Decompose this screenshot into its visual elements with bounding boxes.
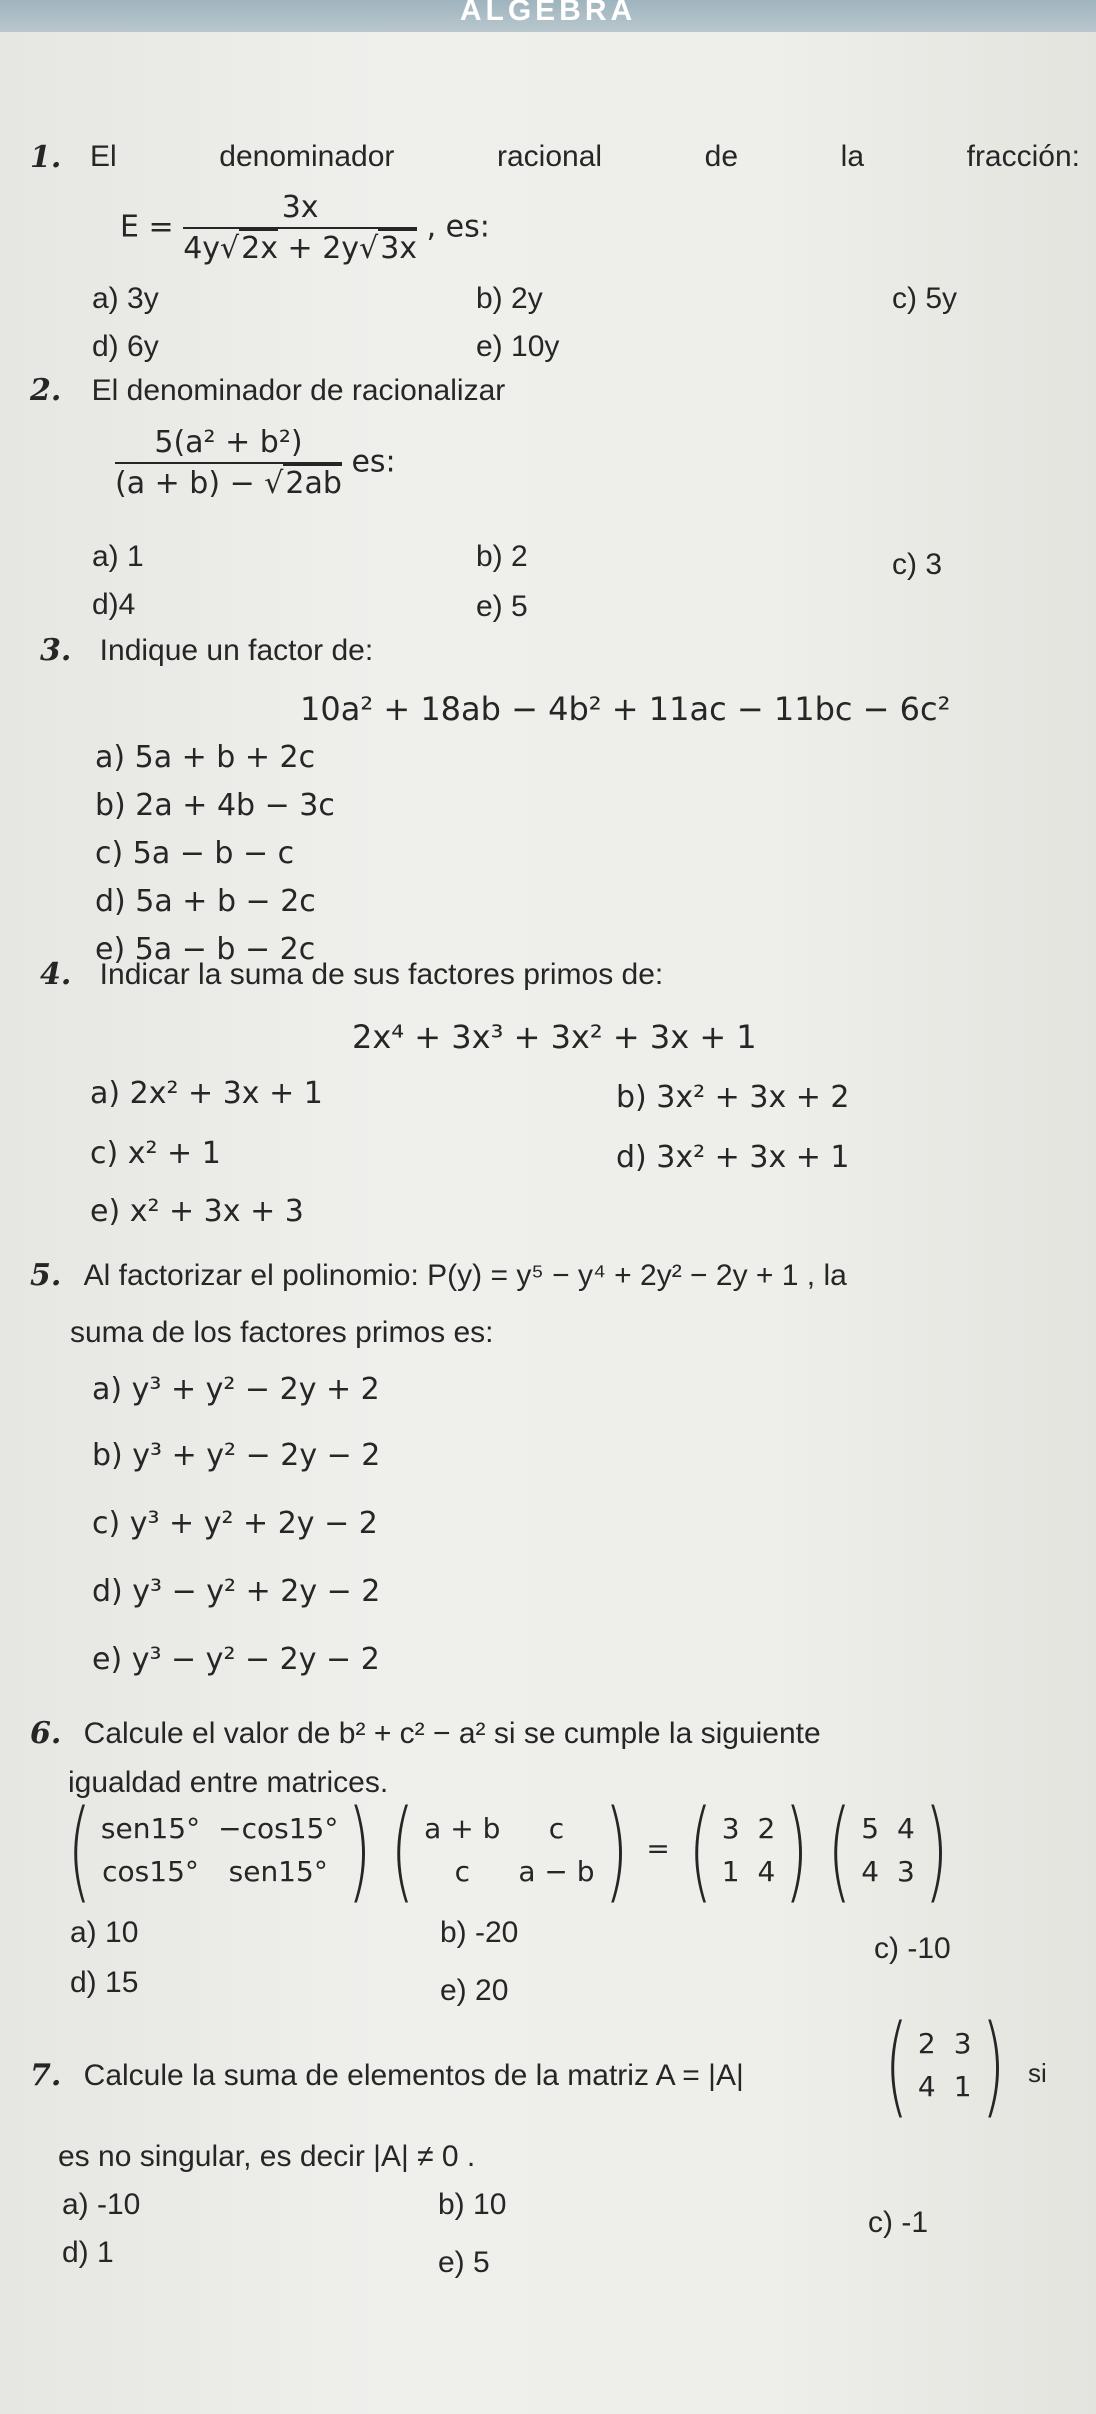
matrix-cell: 3 — [721, 1812, 740, 1845]
option-d[interactable]: d) 3x² + 3x + 1 — [616, 1140, 850, 1175]
question-7-text-2: es no singular, es decir |A| ≠ 0 . — [58, 2140, 476, 2173]
matrix-cell: 1 — [953, 2070, 972, 2103]
matrix-2341 — [918, 2027, 972, 2103]
option-b[interactable]: b) 10 — [438, 2188, 507, 2221]
fraction-numerator: 5(a² + b²) — [115, 425, 342, 464]
option-a[interactable]: a) 1 — [92, 540, 144, 573]
matrix-cell: −cos15° — [218, 1812, 339, 1845]
matrix-cell: 4 — [757, 1855, 776, 1888]
radicand: 3x — [380, 231, 418, 266]
formula-tail: , es: — [426, 209, 490, 245]
question-number: 3. — [40, 633, 72, 668]
question-number: 5. — [30, 1258, 62, 1293]
option-e[interactable]: e) 5 — [438, 2246, 490, 2279]
matrix-cell: c — [548, 1812, 565, 1845]
question-6 — [30, 1716, 821, 1751]
question-1-formula — [120, 190, 490, 266]
matrix-cell: 2 — [917, 2027, 936, 2060]
question-number: 2. — [30, 373, 62, 408]
question-2-text: El denominador de racionalizar — [91, 374, 506, 407]
option-e[interactable]: e) 20 — [440, 1974, 509, 2007]
option-e[interactable]: e) 5a − b − 2c — [95, 932, 316, 967]
question-number: 7. — [30, 2058, 62, 2093]
fraction-denominator: 4y√2x + 2y√3x — [183, 231, 418, 266]
question-3 — [40, 633, 373, 668]
den-term: 4y — [183, 231, 221, 266]
left-paren: ( — [390, 1786, 415, 1914]
matrix-cell: 3 — [897, 1855, 915, 1888]
option-b[interactable]: b) 3x² + 3x + 2 — [616, 1080, 850, 1115]
page-title: ALGEBRA — [459, 0, 637, 27]
question-2 — [30, 373, 505, 408]
matrix-A — [875, 2001, 1015, 2129]
option-e[interactable]: e) 10y — [476, 330, 560, 363]
option-a[interactable]: a) 10 — [70, 1916, 139, 1949]
option-c[interactable]: c) 5a − b − c — [95, 836, 295, 871]
question-4-expression: 2x⁴ + 3x³ + 3x² + 3x + 1 — [352, 1018, 757, 1056]
matrix-abc — [424, 1812, 594, 1888]
option-c[interactable]: c) -1 — [868, 2206, 928, 2239]
matrix-cell: a + b — [424, 1812, 501, 1845]
left-paren: ( — [688, 1786, 713, 1914]
matrix-cell: sen15° — [100, 1812, 201, 1845]
matrix-cell: 3 — [953, 2027, 972, 2060]
option-a[interactable]: a) 2x² + 3x + 1 — [90, 1076, 323, 1111]
option-b[interactable]: b) 2 — [476, 540, 528, 573]
matrix-cell: 5 — [861, 1812, 880, 1845]
si-label: si — [1028, 2058, 1047, 2088]
left-paren: ( — [827, 1786, 852, 1914]
option-a[interactable]: a) 3y — [92, 282, 159, 315]
fraction-numerator: 3x — [183, 190, 417, 229]
matrix-cell: 2 — [757, 1812, 776, 1845]
matrix-cell: 1 — [721, 1855, 740, 1888]
option-e[interactable]: e) x² + 3x + 3 — [90, 1194, 304, 1229]
question-3-text: Indique un factor de: — [99, 634, 374, 667]
right-paren: ) — [785, 1786, 809, 1914]
option-c[interactable]: c) -10 — [874, 1932, 951, 1965]
right-paren: ) — [981, 2001, 1005, 2129]
option-b[interactable]: b) 2y — [476, 282, 543, 315]
radicand: 2x — [241, 231, 278, 266]
left-paren: ( — [884, 2001, 909, 2129]
option-d[interactable]: d) 1 — [62, 2236, 114, 2269]
question-7 — [30, 2058, 744, 2093]
fraction — [183, 190, 417, 266]
matrix-trig — [101, 1812, 338, 1888]
question-6-text: Calcule el valor de b² + c² − a² si se cumple la siguiente — [83, 1717, 821, 1750]
question-number: 6. — [30, 1716, 62, 1751]
equals-sign: = — [637, 1832, 679, 1865]
right-paren: ) — [924, 1786, 949, 1914]
question-1-text: El denominador racional de la fracción: — [90, 140, 1080, 173]
left-paren: ( — [67, 1786, 92, 1914]
option-d[interactable]: d) 5a + b − 2c — [95, 884, 316, 919]
den-term: (a + b) − — [115, 466, 265, 501]
formula-lead: E = — [120, 209, 174, 245]
den-term: + 2y — [278, 231, 360, 266]
radicand: 2ab — [285, 466, 342, 501]
option-d[interactable]: d) 15 — [70, 1966, 139, 1999]
header-banner — [0, 0, 1096, 32]
matrix-cell: cos15° — [102, 1855, 199, 1888]
question-5 — [30, 1258, 847, 1293]
matrix-5443 — [861, 1812, 915, 1888]
option-c[interactable]: c) 5y — [892, 282, 958, 315]
option-c[interactable]: c) 3 — [892, 548, 943, 581]
matrix-3214 — [722, 1812, 776, 1888]
question-7-text: Calcule la suma de elementos de la matriz A = |A| — [83, 2059, 744, 2092]
formula-tail: es: — [351, 444, 396, 480]
option-c[interactable]: c) x² + 1 — [90, 1136, 221, 1171]
question-1 — [30, 140, 61, 175]
question-5-text: Al factorizar el polinomio: P(y) = y⁵ − y⁴ + 2y² − 2y + 1 , la — [83, 1259, 847, 1292]
option-d[interactable]: d) 6y — [92, 330, 159, 363]
matrix-cell: 4 — [861, 1855, 880, 1888]
option-b[interactable]: b) 2a + 4b − 3c — [95, 788, 335, 823]
question-3-expression: 10a² + 18ab − 4b² + 11ac − 11bc − 6c² — [300, 690, 951, 728]
question-4 — [40, 957, 663, 992]
fraction — [115, 425, 342, 501]
option-b[interactable]: b) -20 — [440, 1916, 519, 1949]
question-number: 4. — [40, 957, 72, 992]
option-d[interactable]: d) y³ − y² + 2y − 2 — [92, 1574, 381, 1609]
question-6-text-2: igualdad entre matrices. — [68, 1766, 389, 1799]
option-e[interactable]: e) 5 — [476, 590, 528, 623]
right-paren: ) — [604, 1786, 628, 1914]
option-c[interactable]: c) y³ + y² + 2y − 2 — [92, 1506, 378, 1541]
question-number: 1. — [30, 140, 62, 175]
matrix-cell: sen15° — [228, 1855, 328, 1888]
option-e[interactable]: e) y³ − y² − 2y − 2 — [92, 1642, 380, 1677]
question-4-text: Indicar la suma de sus factores primos de: — [99, 958, 664, 991]
option-a[interactable]: a) y³ + y² − 2y + 2 — [92, 1372, 380, 1407]
question-5-text-2: suma de los factores primos es: — [70, 1316, 494, 1349]
matrix-cell: 4 — [917, 2070, 936, 2103]
matrix-equation — [58, 1786, 958, 1914]
option-a[interactable]: a) 5a + b + 2c — [95, 740, 316, 775]
right-paren: ) — [347, 1786, 372, 1914]
question-2-formula — [115, 425, 396, 501]
fraction-denominator: (a + b) − √2ab — [115, 466, 342, 501]
matrix-cell: c — [454, 1855, 470, 1888]
matrix-cell: a − b — [518, 1855, 595, 1888]
option-a[interactable]: a) -10 — [62, 2188, 141, 2221]
option-d[interactable]: d)4 — [92, 588, 136, 621]
option-b[interactable]: b) y³ + y² − 2y − 2 — [92, 1438, 381, 1473]
matrix-cell: 4 — [897, 1812, 915, 1845]
